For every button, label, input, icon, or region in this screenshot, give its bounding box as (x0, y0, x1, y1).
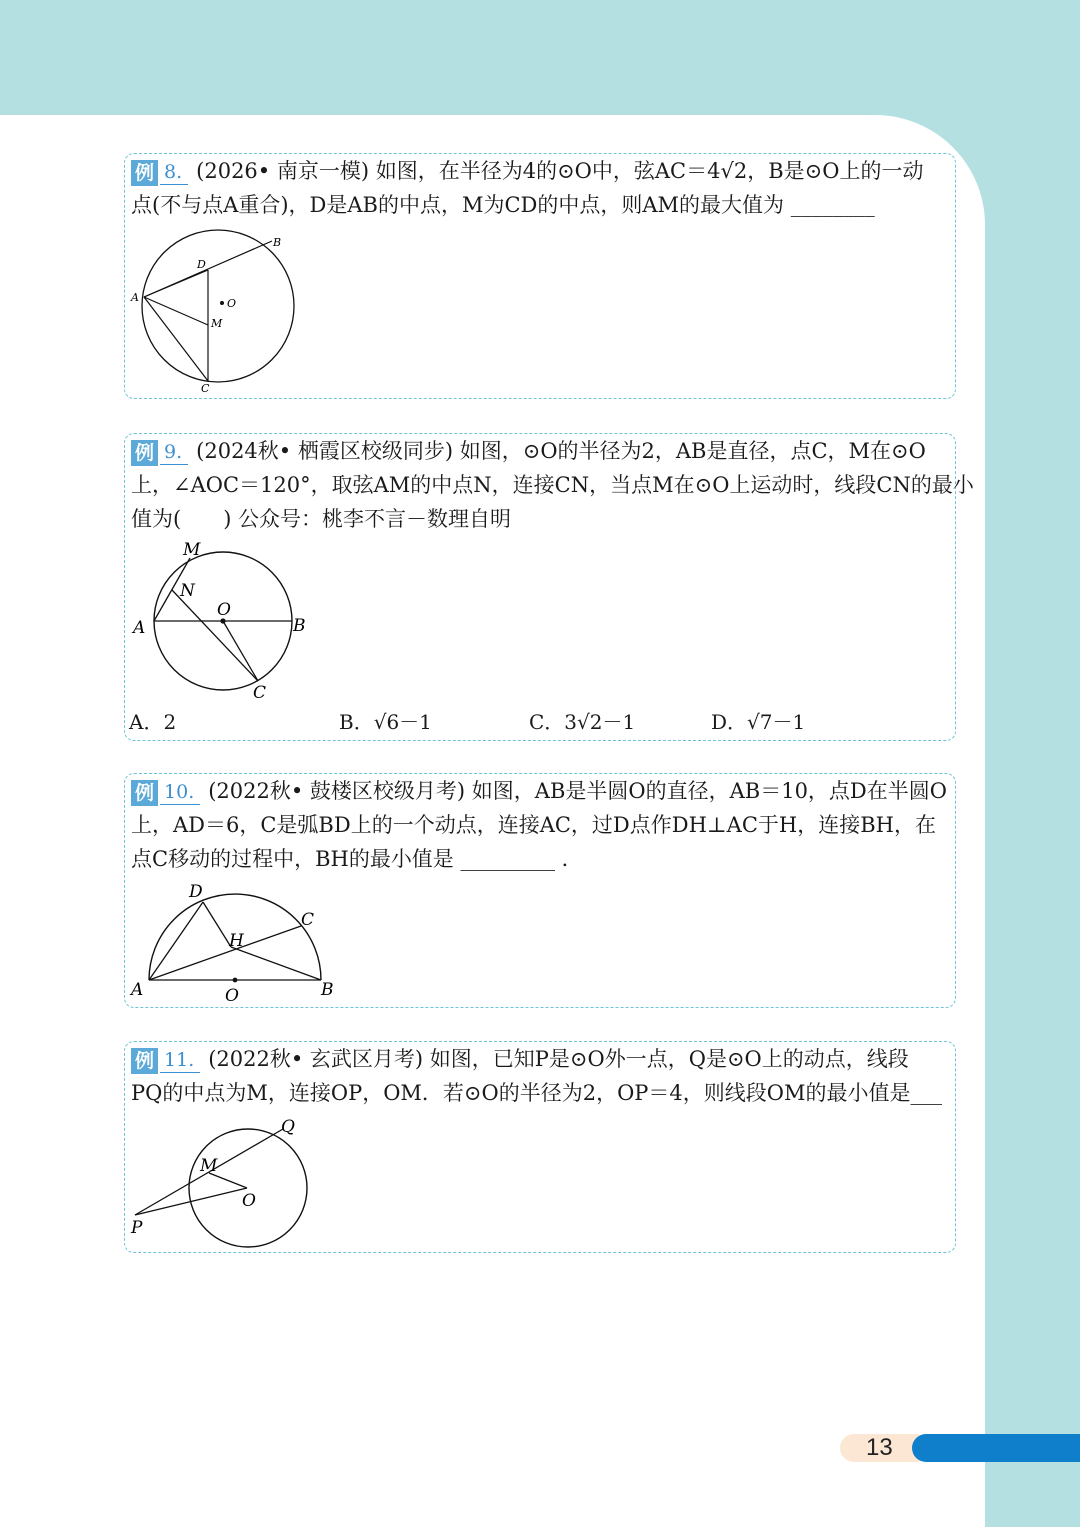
problem-text: (2026• 南京一模) 如图，在半径为4的⊙O中，弦AC＝4√2，B是⊙O上的一动 (196, 159, 924, 183)
problem-line: 点(不与点A重合)，D是AB的中点，M为CD的中点，则AM的最大值为 ________ (131, 193, 875, 217)
problem-line (131, 774, 947, 808)
label-O: O (227, 297, 237, 310)
example-box-11 (124, 1041, 956, 1253)
option-a: A．2 (129, 710, 177, 734)
example-number: 8. (160, 160, 188, 185)
label-C: C (301, 910, 315, 930)
label-O: O (217, 600, 231, 620)
figure-10 (125, 880, 345, 1005)
label-M: M (200, 1156, 218, 1176)
problem-line: 上，∠AOC＝120°，取弦AM的中点N，连接CN，当点M在⊙O上运动时，线段CN的最小 (131, 473, 974, 497)
example-box-9 (124, 433, 974, 741)
label-O: O (225, 986, 239, 1006)
label-C: C (253, 683, 267, 703)
label-B: B (321, 980, 334, 1000)
problem-line: 点C移动的过程中，BH的最小值是 _________ ． (131, 847, 583, 871)
problem-line: PQ的中点为M，连接OP，OM．若⊙O的半径为2，OP＝4，则线段OM的最小值是___ (131, 1081, 943, 1105)
problem-line: 上，AD＝6，C是弧BD上的一个动点，连接AC，过D点作DH⊥AC于H，连接BH，在 (131, 813, 936, 837)
label-A: A (131, 291, 139, 304)
example-number: 11. (160, 1048, 200, 1073)
label-D: D (189, 882, 203, 902)
problem-line (131, 1042, 909, 1076)
option-d: D．√7－1 (711, 710, 806, 734)
page-number: 13 (866, 1434, 893, 1461)
option-b: B．√6－1 (339, 710, 432, 734)
problem-text: (2022秋• 玄武区月考) 如图，已知P是⊙O外一点，Q是⊙O上的动点，线段 (208, 1047, 909, 1071)
label-Q: Q (281, 1117, 295, 1137)
label-M: M (183, 540, 201, 560)
example-number: 9. (160, 440, 188, 465)
label-A: A (133, 618, 146, 638)
example-tag: 例 (131, 440, 158, 466)
figure-8 (125, 224, 305, 399)
label-H: H (229, 931, 244, 951)
problem-line (131, 434, 926, 468)
example-tag: 例 (131, 780, 158, 806)
label-A: A (131, 980, 144, 1000)
problem-text: (2022秋• 鼓楼区校级月考) 如图，AB是半圆O的直径，AB＝10，点D在半圆O (208, 779, 947, 803)
example-box-10 (124, 773, 956, 1008)
example-number: 10. (160, 780, 200, 805)
label-O: O (242, 1191, 256, 1211)
option-c: C．3√2－1 (529, 710, 636, 734)
problem-line (131, 154, 923, 188)
label-M: M (211, 317, 223, 330)
example-tag: 例 (131, 160, 158, 186)
figure-9 (125, 538, 325, 703)
label-B: B (293, 616, 306, 636)
label-B: B (273, 236, 282, 249)
example-tag: 例 (131, 1048, 158, 1074)
example-box-8 (124, 153, 956, 399)
label-P: P (131, 1218, 143, 1238)
label-C: C (201, 382, 210, 395)
problem-text: (2024秋• 栖霞区校级同步) 如图，⊙O的半径为2，AB是直径，点C，M在⊙O (196, 439, 926, 463)
label-N: N (180, 581, 195, 601)
problem-line: 值为( ) 公众号：桃李不言－数理自明 (131, 507, 512, 531)
figure-11 (125, 1118, 325, 1253)
label-D: D (197, 258, 206, 271)
page-number-bar (912, 1434, 1080, 1462)
